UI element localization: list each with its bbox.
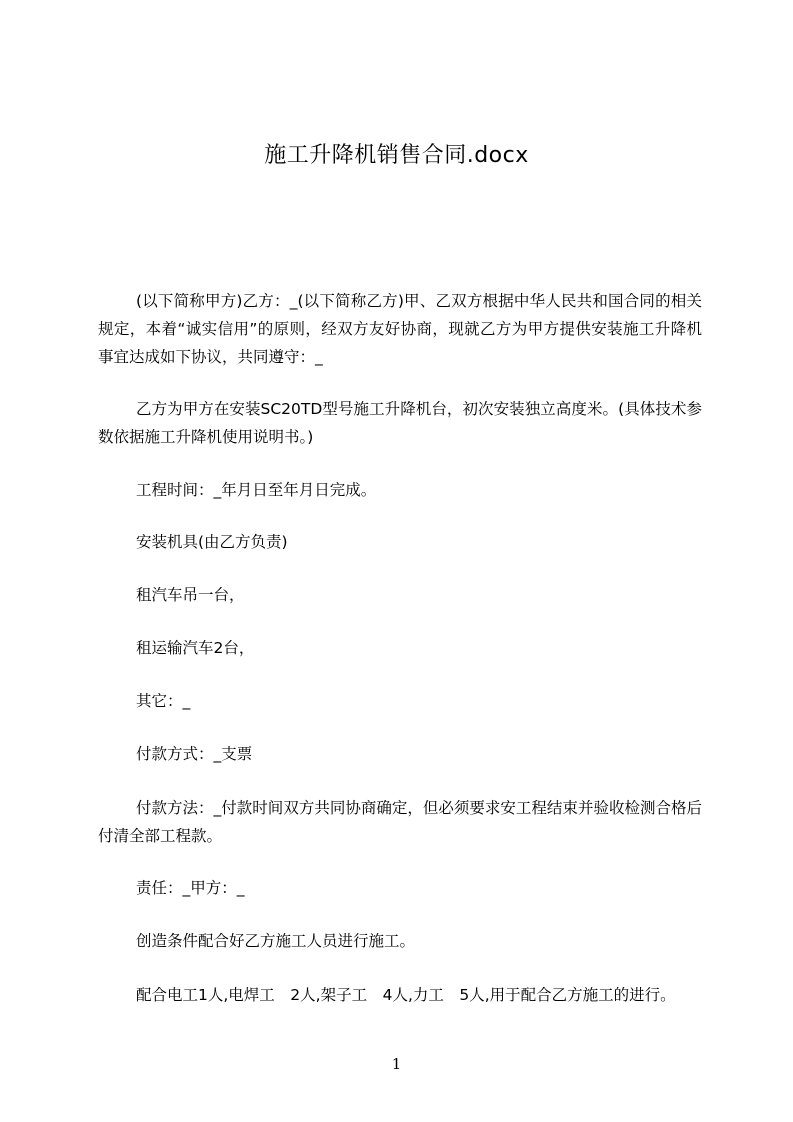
paragraph-cooperation: 创造条件配合好乙方施工人员进行施工。 (136, 932, 416, 950)
paragraph-installation: 乙方为甲方在安装SC20TD型号施工升降机台，初次安装独立高度米。(具体技术参数依据施工升降机使用说明书。) (98, 400, 702, 446)
paragraph-trucks: 租运输汽车2台， (136, 639, 255, 657)
document-title: 施工升降机销售合同.docx (264, 143, 529, 168)
paragraph-payment-method: 付款方法：_付款时间双方共同协商确定，但必须要求安工程结束并验收检测合格后付清全部工程款。 (98, 799, 702, 845)
paragraph-responsibility: 责任：_甲方：_ (136, 879, 245, 897)
page-number: 1 (391, 1055, 402, 1073)
paragraph-schedule: 工程时间：_年月日至年月日完成。 (136, 481, 377, 499)
paragraph-preamble: (以下简称甲方)乙方：_(以下简称乙方)甲、乙双方根据中华人民共和国合同的相关规定，本着“诚实信用”的原则，经双方友好协商，现就乙方为甲方提供安装施工升降机事宜达成如下协议，共同遵守：_ (98, 292, 702, 366)
paragraph-payment-type: 付款方式：_支票 (136, 745, 253, 763)
paragraph-staffing: 配合电工1人,电焊工 2人,架子工 4人,力工 5人,用于配合乙方施工的进行。 (136, 986, 676, 1004)
paragraph-other: 其它：_ (136, 692, 191, 710)
paragraph-crane: 租汽车吊一台， (136, 586, 245, 604)
paragraph-equipment: 安装机具(由乙方负责) (136, 533, 288, 551)
